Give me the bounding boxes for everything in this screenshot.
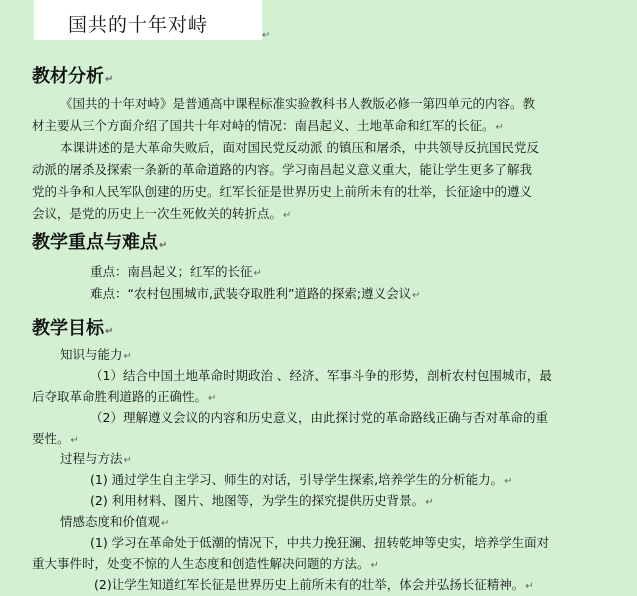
emotion-label: 情感态度和价值观↵: [60, 514, 170, 529]
knowledge-label: 知识与能力↵: [60, 347, 132, 362]
analysis-para2-line4: 会议，是党的历史上一次生死攸关的转折点。↵: [32, 206, 292, 221]
knowledge-item-2-line2: 要性。↵: [32, 431, 79, 446]
page-title: 国共的十年对峙: [68, 14, 209, 36]
process-item-1: (1) 通过学生自主学习、师生的对话，引导学生探索,培养学生的分析能力。↵: [90, 472, 513, 487]
knowledge-item-1-line1: （1）结合中国土地革命时期政治 、经济、军事斗争的形势，剖析农村包围城市，最: [90, 368, 552, 383]
title-box: [34, 0, 262, 40]
heading-keypoints: 教学重点与难点↵: [32, 232, 168, 253]
process-item-2: (2) 利用材料、图片、地图等，为学生的探究提供历史背景。↵: [90, 493, 434, 508]
analysis-para1-line1: 《国共的十年对峙》是普通高中课程标准实验教科书人教版必修一第四单元的内容。教: [60, 96, 536, 111]
knowledge-item-2-line1: （2）理解遵义会议的内容和历史意义，由此探讨党的革命路线正确与否对革命的重: [90, 410, 548, 425]
emotion-item-1-line2: 重大事件时，处变不惊的人生态度和创造性解决问题的方法。↵: [32, 556, 379, 571]
emotion-item-2: (2)让学生知道红军长征是世界历史上前所未有的壮举，体会并弘扬长征精神。↵: [94, 577, 534, 592]
knowledge-item-1-line2: 后夺取革命胜利道路的正确性。↵: [32, 389, 217, 404]
paragraph-mark-icon: ↵: [262, 30, 271, 41]
analysis-para2-line1: 本课讲述的是大革命失败后，面对国民党反动派 的镇压和屠杀，中共领导反抗国民党反: [60, 140, 539, 155]
emotion-item-1-line1: (1) 学习在革命处于低潮的情况下，中共力挽狂澜、扭转乾坤等史实，培养学生面对: [90, 535, 550, 550]
difficult-point: 难点：“农村包围城市,武装夺取胜利”道路的探索;遵义会议↵: [90, 286, 421, 301]
analysis-para2-line2: 动派的屠杀及探索一条新的革命道路的内容。学习南昌起义意义重大，能让学生更多了解我: [32, 162, 533, 177]
heading-goals: 教学目标↵: [32, 318, 114, 339]
heading-analysis: 教材分析↵: [32, 66, 114, 87]
process-label: 过程与方法↵: [60, 451, 132, 466]
analysis-para2-line3: 党的斗争和人民军队创建的历史。红军长征是世界历史上前所未有的壮举，长征途中的遵义: [32, 184, 533, 199]
key-point: 重点：南昌起义；红军的长征↵: [90, 264, 262, 279]
analysis-para1-line2: 材主要从三个方面介绍了国共十年对峙的情况：南昌起义、土地革命和红军的长征。↵: [32, 118, 504, 133]
